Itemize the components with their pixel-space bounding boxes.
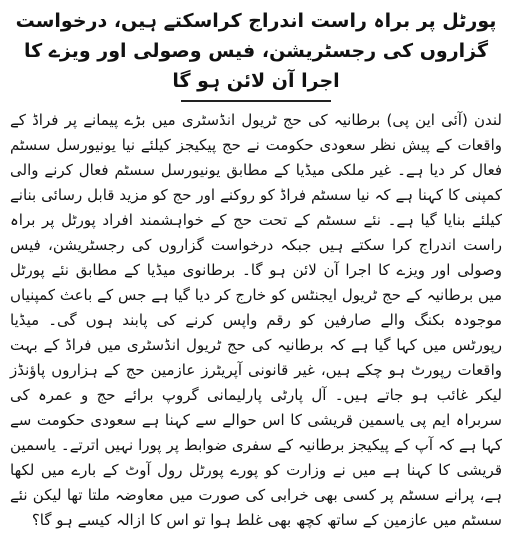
headline-divider (181, 100, 331, 102)
article-headline: پورٹل پر براہ راست اندراج کراسکتے ہیں، درخواست گزاروں کی رجسٹریشن، فیس وصولی اور ویزے کا اجرا آن لائن ہو گا (15, 10, 497, 92)
article-body: لندن (آئی این پی) برطانیہ کی حج ٹریول انڈسٹری میں بڑے پیمانے پر فراڈ کے واقعات کے پیش نظر سعودی حکومت نے حج پیکیجز کیلئے نیا یونیورسل سسٹم فعال کر دیا ہے۔ غیر ملکی میڈیا کے مطابق یونیورسل سسٹم فعال کرنے والی کمپنی کا کہنا ہے کہ نیا سسٹم فراڈ کو روکنے اور حج کو مزید قابل رسائی بنانے کیلئے بنایا گیا ہے۔ نئے سسٹم کے تحت حج کے خواہشمند افراد پورٹل پر براہ راست اندراج کرا سکتے ہیں جبکہ درخواست گزاروں کی رجسٹریشن، فیس وصولی اور ویزے کا اجرا آن لائن ہو گا۔ برطانوی میڈیا کے مطابق نئے پورٹل میں برطانیہ کے حج ٹریول ایجنٹس کو خارج کر دیا گیا ہے جس کے باعث کمپنیاں موجودہ بکنگ والے صارفین کو رقم واپس کرنے کی پابند ہوں گی۔ میڈیا رپورٹس میں کہا گیا ہے کہ برطانیہ کی حج ٹریول انڈسٹری میں فراڈ کے بہت واقعات رپورٹ ہو چکے ہیں، غیر قانونی آپریٹرز عازمین حج کے ہزاروں پاؤنڈز لیکر غائب ہو جاتے ہیں۔ آل پارٹی پارلیمانی گروپ برائے حج و عمرہ کی سربراہ ایم پی یاسمین قریشی کا اس حوالے سے کہنا ہے سعودی حکومت سے کہا ہے کہ آپ کے پیکیجز برطانیہ کے سفری ضوابط پر پورا نہیں اترتے۔ یاسمین قریشی کا کہنا ہے میں نے وزارت کو پورے پورٹل رول آوٹ کے بارے میں لکھا ہے، پرانے سسٹم پر کسی بھی خرابی کی صورت میں معاوضہ ملتا تھا لیکن نئے سسٹم میں عازمین کے ساتھ کچھ بھی غلط ہوا تو اس کا ازالہ کیسے ہو گا؟ (10, 111, 502, 529)
